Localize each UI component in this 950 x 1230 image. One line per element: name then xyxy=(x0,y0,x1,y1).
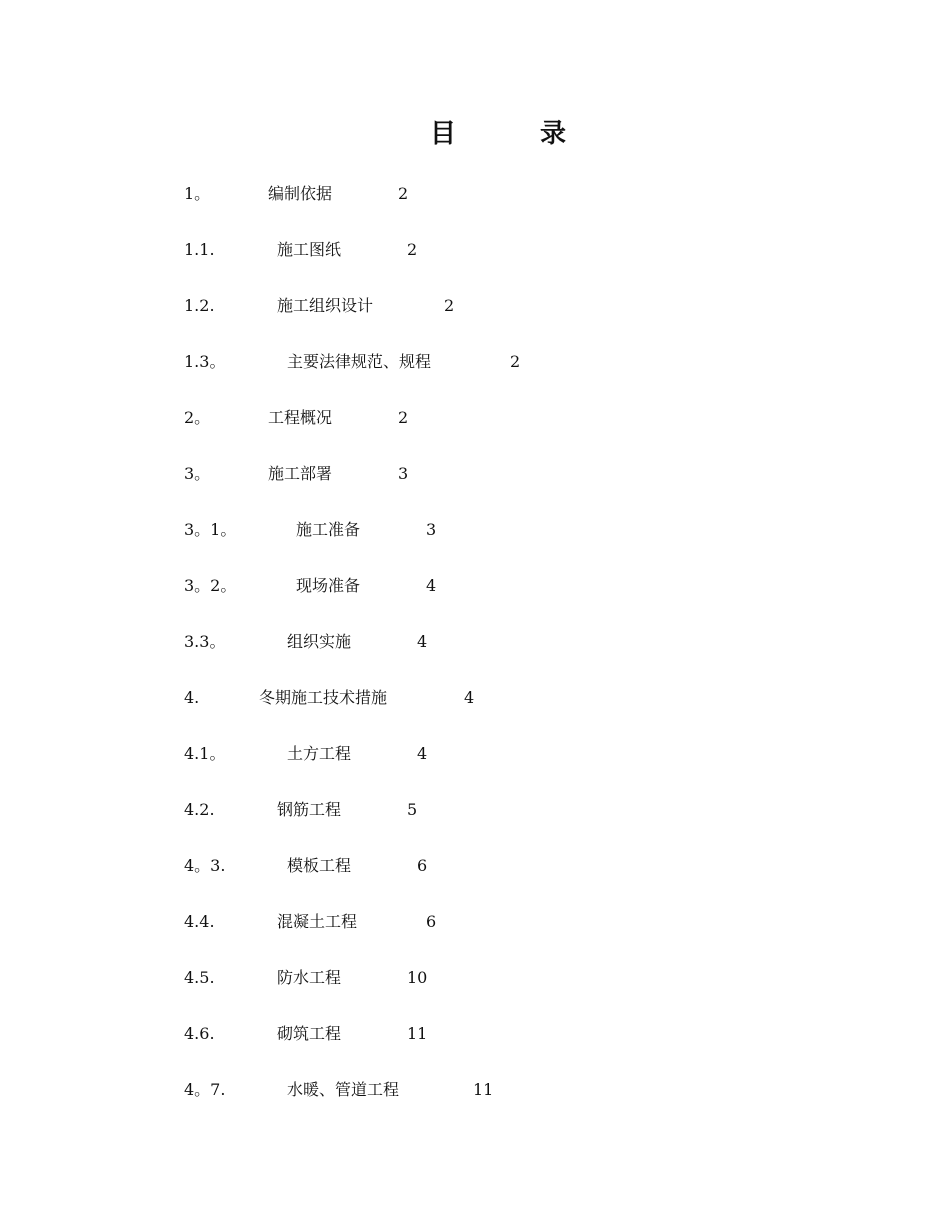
toc-entry-page: 2 xyxy=(407,240,418,259)
toc-entry-number: 4。7. xyxy=(184,1080,226,1099)
toc-entry-page: 3 xyxy=(426,520,437,539)
toc-entry-page: 2 xyxy=(398,408,409,427)
toc-entry-title: 编制依据 xyxy=(268,184,333,203)
toc-entry-number: 1.2. xyxy=(184,296,215,315)
toc-entry-title: 土方工程 xyxy=(287,744,352,763)
toc-heading xyxy=(0,114,950,154)
toc-entry-page: 2 xyxy=(398,184,409,203)
toc-entry-number: 2。 xyxy=(184,408,211,427)
toc-entry-page: 6 xyxy=(417,856,428,875)
toc-entry-page: 6 xyxy=(426,912,437,931)
toc-entry-title: 砌筑工程 xyxy=(277,1024,342,1043)
toc-entry-page: 4 xyxy=(426,576,437,595)
toc-entry-title: 施工组织设计 xyxy=(277,296,374,315)
toc-entry-number: 3。1。 xyxy=(184,520,237,539)
toc-entry-number: 1.3。 xyxy=(184,352,226,371)
toc-entry-number: 3。2。 xyxy=(184,576,237,595)
toc-entry-page: 11 xyxy=(407,1024,428,1043)
toc-entry-page: 10 xyxy=(407,968,428,987)
toc-entry-title: 组织实施 xyxy=(287,632,352,651)
toc-entry-number: 4.2. xyxy=(184,800,215,819)
toc-entry-number: 1.1. xyxy=(184,240,215,259)
toc-entry-number: 1。 xyxy=(184,184,211,203)
toc-entry-title: 工程概况 xyxy=(268,408,333,427)
toc-entry-number: 3.3。 xyxy=(184,632,226,651)
toc-entry-page: 2 xyxy=(510,352,521,371)
toc-entry-title: 混凝土工程 xyxy=(277,912,358,931)
toc-entry-page: 11 xyxy=(473,1080,494,1099)
toc-entry-title: 施工部署 xyxy=(268,464,333,483)
toc-entry-title: 主要法律规范、规程 xyxy=(287,352,432,371)
toc-entry-page: 2 xyxy=(444,296,455,315)
toc-entry-number: 4.6. xyxy=(184,1024,215,1043)
toc-heading-char-2: 录 xyxy=(540,119,567,149)
toc-entry-title: 冬期施工技术措施 xyxy=(259,688,388,707)
toc-entry-number: 4. xyxy=(184,688,200,707)
toc-entry-page: 3 xyxy=(398,464,409,483)
toc-entry-title: 模板工程 xyxy=(287,856,352,875)
toc-entry-number: 4.1。 xyxy=(184,744,226,763)
toc-entry-page: 4 xyxy=(464,688,475,707)
toc-heading-char-1: 目 xyxy=(430,119,457,149)
toc-entry-number: 4.4. xyxy=(184,912,215,931)
toc-entry-number: 4。3. xyxy=(184,856,226,875)
toc-entry-page: 4 xyxy=(417,744,428,763)
toc-entry-number: 3。 xyxy=(184,464,211,483)
toc-entry-page: 4 xyxy=(417,632,428,651)
toc-entry-page: 5 xyxy=(407,800,418,819)
toc-entry-title: 水暖、管道工程 xyxy=(287,1080,400,1099)
toc-entry-title: 钢筋工程 xyxy=(277,800,342,819)
toc-entry-title: 防水工程 xyxy=(277,968,342,987)
toc-entry-title: 现场准备 xyxy=(296,576,361,595)
toc-entry-number: 4.5. xyxy=(184,968,215,987)
toc-entry-title: 施工准备 xyxy=(296,520,361,539)
toc-entry-title: 施工图纸 xyxy=(277,240,342,259)
